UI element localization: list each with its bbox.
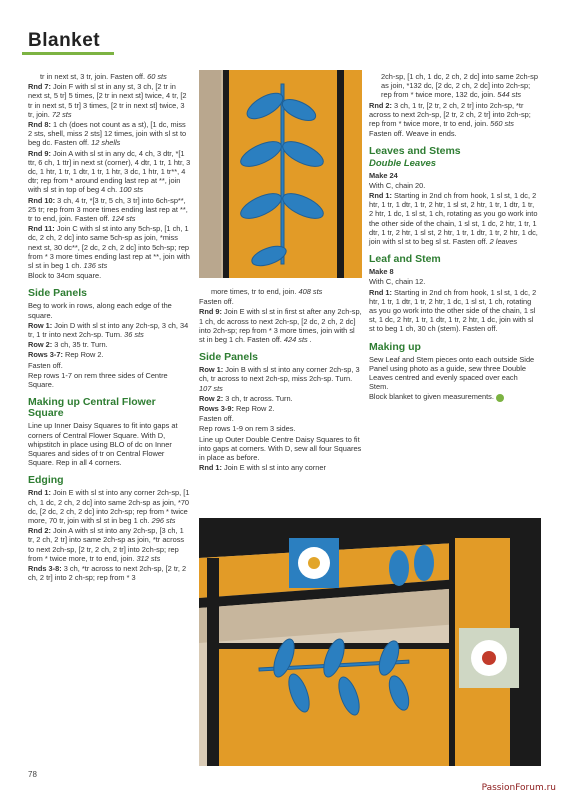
- section-heading: Side Panels: [199, 351, 258, 364]
- instruction-paragraph: [199, 365, 362, 393]
- row-label: Rnd 7:: [28, 82, 51, 92]
- row-label: Rnd 2:: [28, 526, 51, 536]
- instruction-paragraph: [28, 224, 191, 270]
- instruction-paragraph: [199, 307, 362, 344]
- instruction-text: Join D with sl st into any 2ch-sp, 3 ch, 34 tr, 1 tr into next 2ch-sp. Turn.: [28, 320, 189, 340]
- instruction-paragraph: [28, 421, 191, 467]
- instruction-paragraph: [369, 191, 539, 246]
- instruction-paragraph: [28, 526, 191, 563]
- instruction-paragraph: [199, 287, 362, 296]
- stitch-count: 36 sts: [124, 330, 144, 340]
- instruction-paragraph: [369, 171, 539, 180]
- instruction-text: Join B with sl st into any corner 2ch-sp, 3 ch, tr across to next 2ch-sp, miss 2ch-sp. Turn.: [199, 365, 360, 384]
- instruction-paragraph: [369, 181, 539, 190]
- instruction-paragraph: [199, 435, 362, 463]
- row-label: Rnds 3-8:: [28, 563, 62, 573]
- stitch-count: 2 leaves: [489, 237, 518, 247]
- instruction-paragraph: [369, 101, 539, 129]
- row-label: Row 2:: [28, 340, 53, 350]
- instruction-text: With C, chain 20.: [369, 180, 426, 190]
- instruction-paragraph: [28, 350, 191, 359]
- row-label: Rows 3-7:: [28, 350, 63, 360]
- instruction-paragraph: [369, 288, 539, 334]
- row-label: Rnd 1:: [28, 488, 51, 498]
- instruction-paragraph: [199, 297, 362, 306]
- instruction-text: Block to 34cm square.: [28, 271, 102, 281]
- instruction-text: Join E with sl st in first st after any 2ch-sp, 1 ch, dc across to next 2ch-sp, [2 dc, 2 ch, 2 dc] into 2ch-sp; rep from * 3 more times, join with sl st in beg 1 ch. Fasten off.: [199, 307, 362, 345]
- row-label: Rnd 10:: [28, 195, 56, 205]
- row-label: Rnd 9:: [199, 307, 222, 317]
- row-label: Rnd 1:: [369, 191, 392, 201]
- section-heading: Side Panels: [28, 287, 87, 300]
- row-label: Rnd 2:: [369, 100, 392, 110]
- instruction-text: Join F with sl st in any st, 3 ch, [2 tr in next st, 5 tr] 5 times, [2 tr in next st] twice, 4 tr, [2 tr in next st, 5 tr] 3 times, [2 tr in next st] twice, 3 tr, join.: [28, 82, 187, 119]
- instruction-text: Starting in 2nd ch from hook, 1 sl st, 1 dc, 2 htr, 1 tr, 1 dtr, 1 tr, 2 htr, 1 dc, 1 sl st, 1 ch, rotating as you go work into the other side of the chain, 1 sl st, 1 dc, 2 htr, 1 tr, 1 dtr, 1 tr, 2 htr, 1 dc, join with sl st to beg 1 ch, 30 ch (stem). Fasten off.: [369, 287, 537, 334]
- instruction-paragraph: [369, 267, 539, 276]
- leaf-panel-illustration: [199, 70, 362, 278]
- row-label: Rnd 1:: [369, 287, 392, 297]
- instruction-paragraph: [28, 72, 191, 81]
- instruction-paragraph: [369, 392, 539, 401]
- stitch-count: 124 sts: [111, 214, 136, 224]
- section-heading: Making up: [369, 340, 421, 353]
- instruction-text: Line up Inner Daisy Squares to fit into gaps at corners of Central Flower Square. With D, whipstitch in place using BLO of dc on Inner Squares and sides of tr on Central Flower Square. Rep in all 4 corners.: [28, 421, 178, 468]
- instruction-paragraph: [369, 277, 539, 286]
- row-label: Make 24: [369, 170, 398, 180]
- instruction-text: Fasten off.: [199, 297, 234, 307]
- instruction-text: Join C with sl st into any 5ch-sp, [1 ch, 1 dc, 2 ch, 2 dc] into same 5ch-sp as join, *miss next st, 30 dc**, [2 dc, 2 ch, 2 dc] into 5ch-sp; rep from * 3 more times ending last rep at **, join with sl st in beg 1 ch.: [28, 224, 190, 271]
- instruction-text: Block blanket to given measurements.: [369, 392, 496, 402]
- instruction-text: Fasten off.: [28, 360, 63, 370]
- stitch-count: 408 sts: [298, 287, 323, 296]
- row-label: Rnd 8:: [28, 120, 51, 130]
- instruction-paragraph: [199, 394, 362, 403]
- instruction-paragraph: [28, 361, 191, 370]
- instruction-text: 3 ch, 35 tr. Turn.: [52, 340, 108, 350]
- instruction-paragraph: [28, 340, 191, 349]
- instruction-text: 2ch-sp, [1 ch, 1 dc, 2 ch, 2 dc] into same 2ch-sp as join, *132 dc, [2 dc, 2 ch, 2 dc] into 2ch-sp; rep from * twice more, 132 dc, join.: [381, 72, 538, 100]
- stitch-count: 136 sts: [83, 261, 108, 271]
- instruction-text: tr in next st, 3 tr, join. Fasten off.: [40, 72, 148, 81]
- section-heading: Edging: [28, 474, 64, 487]
- instruction-text: Rep rows 1-7 on rem three sides of Centre Square.: [28, 370, 168, 390]
- instruction-paragraph: [28, 82, 191, 119]
- row-label: Rnd 9:: [28, 148, 51, 158]
- blanket-corner-illustration: [199, 518, 541, 766]
- blanket-corner-photo: [199, 518, 541, 766]
- instruction-paragraph: [199, 404, 362, 413]
- text-column-1: [28, 72, 191, 583]
- stitch-count: 100 sts: [119, 185, 144, 195]
- instruction-paragraph: [28, 371, 191, 389]
- text-column-3: [369, 72, 539, 403]
- row-label: Make 8: [369, 267, 394, 277]
- stitch-count: 12 shells: [91, 138, 121, 148]
- instruction-text: Sew Leaf and Stem pieces onto each outside Side Panel using photo as a guide, sew three Double Leaves centred and evenly spaced over each Stem.: [369, 354, 535, 392]
- page-title: Blanket: [28, 30, 101, 51]
- header-underline: [22, 52, 114, 55]
- row-label: Rows 3-9:: [199, 404, 234, 414]
- instruction-text: 3 ch, 4 tr, *[3 tr, 5 ch, 3 tr] into 6ch-sp**, 25 tr; rep from 3 more times ending last rep at **, tr to end, join. Fasten off.: [28, 195, 188, 224]
- instruction-text: 1 ch (does not count as a st), [1 dc, miss 2 sts, shell, miss 2 sts] 12 times, join with sl st to beg dc. Fasten off.: [28, 120, 187, 148]
- row-label: Row 1:: [199, 365, 224, 375]
- blanket-detail-photo: [199, 70, 362, 278]
- instruction-text: Rep Row 2.: [62, 350, 104, 360]
- instruction-paragraph: [28, 120, 191, 148]
- instruction-text: Line up Outer Double Centre Daisy Squares to fit into gaps at corners. With D, sew all four Squares in place as before.: [199, 434, 362, 463]
- instruction-text: Join E with sl st into any corner 2ch-sp, [1 ch, 1 dc, 2 ch, 2 dc] into same 2ch-sp as join, *70 dc, [2 dc, 2 ch, 2 dc] into 2ch-sp; rep from * twice more, 70 tr, join with sl st in beg 1 ch.: [28, 488, 190, 525]
- instruction-text: Join E with sl st into any corner: [222, 463, 326, 473]
- instruction-text: more times, tr to end, join.: [211, 287, 299, 296]
- section-heading: Leaves and Stems: [369, 145, 461, 158]
- instruction-paragraph: [28, 149, 191, 195]
- instruction-text: Starting in 2nd ch from hook, 1 sl st, 1 dc, 2 htr, 1 tr, 1 dtr, 1 tr, 2 htr, 1 sl st, 2 htr, 1 tr, 1 dtr, 1 tr, 2 htr, 1 dc, 1 sl st, 1 ch, rotating as you go work into the other side of the chain, 1 sl st, 1 dc, 2 htr, 1 tr, 1 dtr, 1 tr, 2 htr, 1 sl st, 2 htr, 1 tr, 1 dtr, 1 tr, 2 htr, 1 dc, join with sl st to beg sl st. Fasten off.: [369, 191, 538, 247]
- instruction-text: Beg to work in rows, along each edge of the square.: [28, 301, 172, 320]
- instruction-paragraph: [28, 321, 191, 339]
- instruction-text: Rep Row 2.: [233, 404, 275, 414]
- stitch-count: 544 sts: [497, 90, 522, 100]
- page-number: 78: [28, 770, 37, 779]
- instruction-text: Join A with sl st in any dc, 4 ch, 3 dtr, *[1 ttr, 6 ch, 1 ttr] in next st (corner), 4 dtr, 1 tr, 1 htr, 3 dc, 1 htr, 1 tr, 1 dtr, 1 tr, 1 htr, 3 dc, 1 htr, 1 tr**, 4 dtr; rep from * around ending last rep at **, join with sl st in top of beg 4 ch.: [28, 148, 191, 195]
- instruction-text: Fasten off. Weave in ends.: [369, 129, 457, 139]
- instruction-paragraph: [199, 414, 362, 423]
- watermark: PassionForum.ru: [481, 783, 556, 793]
- stitch-count: 60 sts: [147, 72, 167, 81]
- stitch-count: 107 sts: [199, 383, 223, 393]
- instruction-paragraph: [28, 564, 191, 582]
- instruction-paragraph: [369, 72, 539, 100]
- instruction-paragraph: [28, 488, 191, 525]
- stitch-count: 296 sts: [151, 515, 176, 525]
- instruction-paragraph: [369, 129, 539, 138]
- row-label: Row 2:: [199, 393, 224, 403]
- row-label: Rnd 11:: [28, 224, 55, 234]
- instruction-paragraph: [28, 301, 191, 319]
- instruction-text: Fasten off.: [199, 414, 234, 424]
- instruction-text: Join A with sl st into any 2ch-sp, [3 ch, 1 tr, 2 ch, 2 tr] into same 2ch-sp as join, *tr across to next 2ch-sp, [2 tr, 2 ch, 2 tr] into 2ch-sp; rep from * twice more, tr to end, join.: [28, 526, 185, 563]
- section-heading: Making up Central Flower Square: [28, 396, 156, 420]
- instruction-paragraph: [369, 355, 539, 392]
- row-label: Row 1:: [28, 320, 53, 330]
- page-header: [22, 28, 122, 54]
- stitch-count: 560 sts: [490, 119, 515, 129]
- end-mark-icon: [496, 394, 504, 402]
- stitch-count: 72 sts: [51, 109, 72, 119]
- section-heading: Leaf and Stem: [369, 253, 441, 266]
- instruction-paragraph: [199, 463, 362, 472]
- text-column-2: [199, 287, 362, 473]
- instruction-paragraph: [199, 424, 362, 433]
- instruction-text: 3 ch, *tr across to next 2ch-sp, [2 tr, 2 ch, 2 tr] into 2 ch-sp; rep from * 3: [28, 563, 187, 583]
- instruction-text: With C, chain 12.: [369, 277, 426, 287]
- instruction-text: Rep rows 1-9 on rem 3 sides.: [199, 424, 296, 434]
- instruction-paragraph: [28, 271, 191, 280]
- instruction-text: 3 ch, tr across. Turn.: [223, 393, 293, 403]
- instruction-paragraph: [28, 196, 191, 224]
- section-heading: Double Leaves: [369, 158, 437, 170]
- stitch-count: 312 sts: [136, 553, 161, 563]
- instruction-text: 3 ch, 1 tr, [2 tr, 2 ch, 2 tr] into 2ch-sp, *tr across to next 2ch-sp, [2 tr, 2 ch, 2 tr] into 2ch-sp; rep from * twice more, tr to end, join.: [369, 100, 531, 129]
- stitch-count: 424 sts .: [283, 335, 312, 345]
- row-label: Rnd 1:: [199, 463, 222, 473]
